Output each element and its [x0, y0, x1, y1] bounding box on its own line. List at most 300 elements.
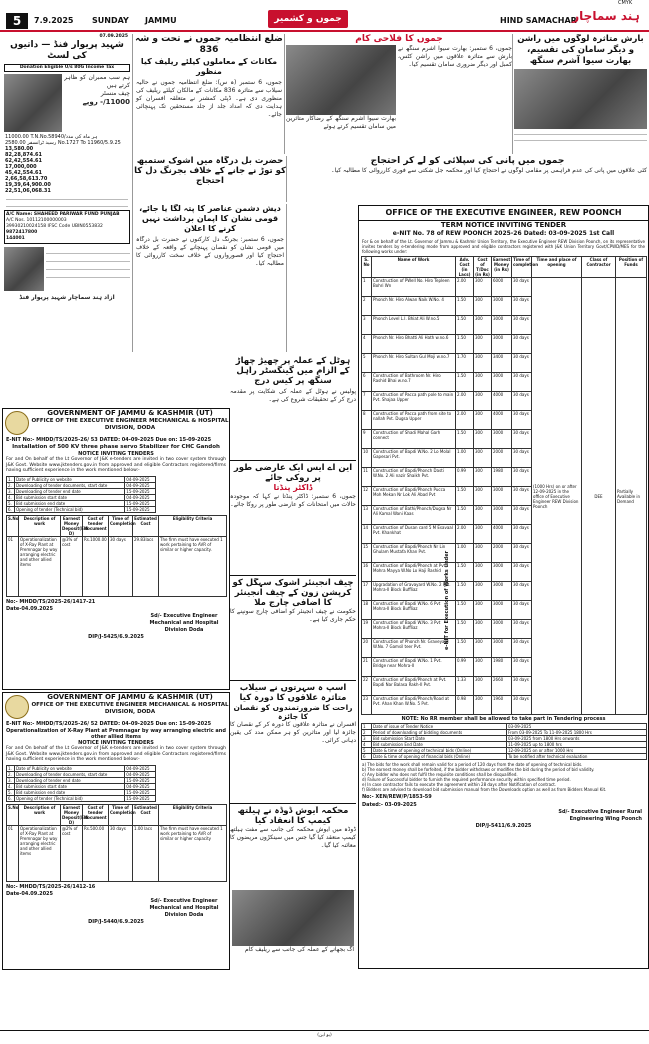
tender1-sign: Sd/- Executive Engineer Mechanical and Hospital Division Doda	[149, 612, 219, 633]
rew-schedule-cell: 1	[362, 724, 372, 730]
schedule-cell: 3.	[7, 488, 15, 494]
rew-cell: 1980	[492, 468, 512, 487]
rew-time-place: (1000 Hrs) on or after 12-09-2025 in the office of Executive Engineer REW Division Poonch	[532, 278, 582, 715]
rew-dip: DIP/J-5411/6.9.2025	[475, 823, 532, 829]
table-row	[7, 482, 156, 488]
rew-cell: 0.99	[456, 658, 474, 677]
water-body: کئی علاقوں میں پانی کی عدم فراہمی پر مقامی لوگوں نے احتجاج کیا اور محکمہ جل شکتی سے فوری کارروائی کا مطالبہ کیا۔	[331, 167, 647, 174]
schedule-cell: 2.	[7, 482, 15, 488]
rew-cell: Construction of Bapdi W.No. 6 Pvt Mohra-II Block Buffliaz	[372, 601, 456, 620]
table-row	[7, 771, 156, 777]
tender2-work-table	[6, 804, 227, 882]
donation-entry: 19,39,64,900.00	[5, 182, 51, 188]
rew-cell: 1.50	[456, 335, 474, 354]
rew-subtitle: TERM NOTICE INVITING TENDER	[440, 221, 567, 229]
honey-body: پولیس نے ہوٹل کے عملہ کی شکایت پر مقدمہ درج کر کے تحقیقات شروع کی ہے۔	[230, 388, 356, 403]
tender1-schedule	[6, 476, 156, 513]
tender2-notice: NOTICE INVITING TENDERS	[78, 740, 154, 746]
rew-note: NOTE: No RR member shall be allowed to take part in Tendering process	[401, 716, 606, 722]
fire-photo	[232, 890, 354, 946]
donation-amount-words: 11000/- روپے	[82, 98, 130, 106]
masthead-date: 7.9.2025	[34, 16, 74, 25]
sewa-subhead: بارش متاثرہ لوگوں میں راشن و دیگر سامان کی تقسیم، بھارت سیوا آشرم سنگھ	[517, 34, 644, 66]
rew-cell: 2000	[492, 449, 512, 468]
ashok-story-head	[134, 156, 287, 202]
rew-cell: 6	[362, 373, 372, 392]
donation-headline: شہید پریوار فنڈ — داتیوں کی لسٹ	[10, 40, 124, 61]
rew-schedule-cell: Date of issue of Tender Notice	[372, 724, 507, 730]
rew-cell: 30 days	[512, 354, 532, 373]
rew-works-table	[361, 256, 647, 715]
tender2-date: Date-04.09.2025	[6, 890, 54, 897]
rew-class: DEE	[582, 278, 616, 715]
rew-cell: 300	[474, 677, 492, 696]
rew-cell: Upgradation of Gravayard W.No. 2 Pvt. Mohra-II Block Buffliaz	[372, 582, 456, 601]
rew-cell: 30 days	[512, 392, 532, 411]
section-band: جموں و کشمیر	[268, 10, 348, 28]
rew-cell: 300	[474, 563, 492, 582]
rew-cell: Construction of Phonch Nr. Graveyard W.No. 7 Gamsil teer Pvt.	[372, 639, 456, 658]
rew-cell: 2660	[492, 677, 512, 696]
work-cell: 1.00 lacs	[133, 825, 159, 881]
rew-cell: 4000	[492, 411, 512, 430]
sewa-story	[286, 34, 513, 154]
donation-date: 07.09.2025	[99, 34, 128, 39]
flood-subhead: راحت کا ضرورتمندوں کو نقصان کا جائزہ	[233, 703, 353, 721]
rew-cell: 300	[474, 696, 492, 715]
rew-col-header: S. No	[362, 257, 372, 278]
rew-col-header: Time and place of opening	[532, 257, 582, 278]
rew-cell: 30 days	[512, 411, 532, 430]
schedule-cell: 04-09-2025	[125, 771, 156, 777]
rew-cell: 23	[362, 696, 372, 715]
table-row	[362, 278, 647, 297]
doda-tender-1	[2, 408, 230, 690]
rew-cell: 1.50	[456, 601, 474, 620]
rew-cell: Construction of Bapdi/Phonch at Pvt. Bapdi Nar Balasa Rakh-II Pvt.	[372, 677, 456, 696]
schedule-cell: Downloading of tender documents, start date	[14, 482, 124, 488]
bottom-slug: (یو این)	[317, 1033, 332, 1038]
rew-cell: 2	[362, 297, 372, 316]
rew-cell: Construction of Bapdi/Phonch at Pvt Mohra Mayya W.No Lo Haji Rashid	[372, 563, 456, 582]
rew-cell: 1.70	[456, 354, 474, 373]
tender1-work-table	[6, 515, 227, 597]
rew-cell: 2.00	[456, 411, 474, 430]
schedule-cell: Bid submission end date	[14, 789, 124, 795]
rew-enit: e-NIT No. 78 of REW POONCH 2025-26 Dated: 03-09-2025 1st Call	[392, 230, 615, 237]
ashok-story	[134, 204, 287, 352]
rew-cell: 300	[474, 373, 492, 392]
tender2-work: Operationalization of X-Ray Plant at Premnagar by way arranging electric and other allied items	[6, 728, 226, 740]
emblem-icon	[5, 411, 29, 435]
rew-cell: Construction of PWell No. Hiro Tepleen Bohri Wn	[372, 278, 456, 297]
rew-cell: 300	[474, 658, 492, 677]
rew-cell: 8	[362, 411, 372, 430]
tender1-work: Installation of 500 KV three phase servo Stabilizer for CHC Gandoh	[12, 444, 220, 450]
schedule-cell: 15-09-2025	[125, 506, 156, 512]
rew-cell: 21	[362, 658, 372, 677]
rew-cell: 30 days	[512, 506, 532, 525]
rew-cell: 17	[362, 582, 372, 601]
rew-cell: 300	[474, 297, 492, 316]
schedule-cell: Bid submission start date	[14, 783, 124, 789]
rew-cell: 2.00	[456, 525, 474, 544]
table-row	[7, 795, 156, 801]
work-col-header: Description of work	[19, 804, 61, 825]
work-col-header: Cost of tender document	[83, 515, 109, 536]
rew-cell: 30 days	[512, 373, 532, 392]
tender1-date: Date-04.09.2025	[6, 605, 54, 612]
tender1-no: No:- MHDD/TS/2025-26/1417-21	[6, 598, 96, 605]
work-cell: The firm must have executed 1 work pertaining to AVR of similar or higher capacity	[159, 825, 227, 881]
work-col-header: Eligibility Criteria	[159, 804, 227, 825]
donor-caption: چیف منسٹر	[100, 90, 130, 97]
rew-cell: 30 days	[512, 525, 532, 544]
rew-cell: 30 days	[512, 297, 532, 316]
rew-sidebar-label: e-NIT for Execution of Works under	[444, 550, 450, 650]
rew-cell: 300	[474, 620, 492, 639]
rew-cell: 1.50	[456, 430, 474, 449]
rew-cell: 0.98	[456, 696, 474, 715]
work-cell: The firm must have executed 1 work pertaining to AVR of similar or higher capacity.	[159, 536, 227, 596]
page-number: 5	[6, 13, 28, 29]
schedule-cell: Downloading of tender documents, start date	[14, 771, 124, 777]
rew-condition: b) The earnest money shall be forfeited, if the bidder withdraws or modifies the bid during the period of bid validity.	[362, 767, 595, 772]
donor-photo	[4, 74, 62, 132]
rew-cell: 1.50	[456, 297, 474, 316]
tender2-dip: DIP/J-5440/6.9.2025	[88, 918, 144, 925]
schedule-cell: 6.	[7, 506, 15, 512]
rew-cell: 16	[362, 563, 372, 582]
chief-body: حکومت نے چیف انجینئر کو اضافی چارج سونپنے کا حکم جاری کیا ہے۔	[230, 608, 356, 623]
rew-cell: Construction of Dusan card 5 M Esavaal Pvt. Khankhat	[372, 525, 456, 544]
rew-cell: 300	[474, 411, 492, 430]
rew-cell: Construction of Bapdi W.No. 2 Lo Molal Gapesari Pvt.	[372, 449, 456, 468]
work-cell: 30 days	[109, 536, 133, 596]
tender2-office: OFFICE OF THE EXECUTIVE ENGINEER MECHANICAL & HOSPITAL DIVISION, DODA	[31, 702, 229, 715]
rew-schedule-cell: Date & time of opening of financial bids (Online)	[372, 754, 507, 760]
rew-cell: Phonch Nr. Hiro Alwan Naik W.No. 4	[372, 297, 456, 316]
ayush-body: ڈوڈہ میں آیوش محکمہ کی جانب سے مفت ہیلتھ کیمپ منعقد کیا گیا جس میں سینکڑوں مریضوں کا معائنہ کیا گیا۔	[230, 826, 356, 849]
donor-photo-2	[4, 247, 44, 291]
rew-schedule-cell: 3	[362, 736, 372, 742]
tender2-enit: E-NIT No:- MHDD/TS/2025-26/ 52 DATED: 04-09-2025 Due on: 15-09-2025	[6, 721, 212, 727]
bank-account-number: A/C Nos. 10112100000003	[6, 218, 67, 223]
schedule-cell: 15-09-2025	[125, 488, 156, 494]
sewa-headline: جموں کا فلاحی کام	[355, 34, 443, 44]
table-row	[7, 506, 156, 512]
schedule-cell: 04-09-2025	[125, 765, 156, 771]
rew-cell: 30 days	[512, 487, 532, 506]
rew-schedule-cell: 12-09-2025 on or after 1000 Hrs	[507, 748, 647, 754]
work-col-header: Eligibility Criteria	[159, 515, 227, 536]
water-headline: جموں میں پانی کی سپلائی کو لے کر احتجاج	[370, 156, 565, 166]
schedule-cell: Opening of tender (Technical bid)	[14, 506, 124, 512]
relief-body: جموں، 6 ستمبر (ہ س): ضلع انتظامیہ جموں نے حالیہ سیلاب سے متاثرہ 836 مکانات کے مالکان کیلئے ریلیف کی منظوری دی ہے۔ ڈپٹی کمشنر نے متعلقہ افسران کو ہدایت دی کہ امداد جلد از جلد مستحقین تک پہنچائی جائے۔	[136, 79, 282, 118]
rew-schedule-cell: 03-09-2025 from 1800 Hrs onwards	[507, 736, 647, 742]
ainak-body: جموں، 6 ستمبر: ڈاکٹر پنڈتا نے کہا کہ موجودہ حالات میں امتحانات کو عارضی طور پر روکا جائے۔	[230, 493, 356, 508]
rew-cell: 300	[474, 639, 492, 658]
honey-headline: ہوٹل کے عملہ پر چھیڑ چھاڑ کے الزام میں گینگسٹر راہل سنگھ پر کیس درج	[235, 356, 351, 386]
ayush-headline: محکمہ آیوش ڈوڈہ نے ہیلتھ کیمپ کا انعقاد کیا	[237, 806, 349, 826]
rew-cell: 30 days	[512, 468, 532, 487]
schedule-cell: Bid submission end date	[14, 500, 124, 506]
donation-entry: 17,000,000	[5, 164, 37, 170]
rew-col-header: Class of Contractor	[582, 257, 616, 278]
rew-cell: 1.50	[456, 373, 474, 392]
fire-caption: آگ بجھانے کے عملہ کی جانب سے ریلیف کام	[244, 946, 354, 953]
rew-condition: e) In case contractor fails to execute the agreement within 28 days after Notification of contract.	[362, 782, 557, 787]
rew-cell: 3000	[492, 563, 512, 582]
rew-cell: 300	[474, 525, 492, 544]
rew-cell: 3000	[492, 639, 512, 658]
rew-cell: Construction of Pacca path pole to main Pvt. Shajaa Upper	[372, 392, 456, 411]
rew-cell: Construction of Bapdi/Phonch Nr Lin Ghulam Mustafa Khan Pvt.	[372, 544, 456, 563]
tender1-dip: DIP/J-5425/6.9.2025	[88, 633, 144, 640]
donation-entry: 22,51,06,068.31	[5, 188, 51, 194]
chief-headline: چیف انجینئر اشوک سہگل کو کرپشن زون کے چیف انجینئر کا اضافی چارج ملا	[232, 578, 354, 608]
cmyk-mark: CMYK	[618, 0, 633, 6]
rew-schedule-cell: Bid submission Start Date	[372, 736, 507, 742]
rew-cell: 300	[474, 544, 492, 563]
relief-headline: ضلع انتظامیہ جموں نے تحت و شہ 836	[135, 34, 283, 55]
rew-cell: 30 days	[512, 658, 532, 677]
rew-cell: 19	[362, 620, 372, 639]
emblem-icon	[5, 695, 29, 719]
rew-cell: 4	[362, 335, 372, 354]
rew-cell: 3000	[492, 582, 512, 601]
rew-cell: Construction of Pacca path from site to nallah Pvt. Dugsa Upper	[372, 411, 456, 430]
masthead-day: SUNDAY	[92, 16, 129, 25]
rew-cell: Phonch Level L.I. Bhiat Ali W.no.5	[372, 316, 456, 335]
rew-schedule-cell: 4	[362, 742, 372, 748]
rew-cell: 10	[362, 449, 372, 468]
rew-funds: Partially Available in Demand	[616, 278, 647, 715]
rew-tender	[358, 205, 649, 969]
rew-cell: 13	[362, 506, 372, 525]
rew-cell: 9	[362, 430, 372, 449]
rew-cell: 30 days	[512, 430, 532, 449]
tender2-no: No:- MHDD/TS/2025-26/1412-16	[6, 883, 96, 890]
rew-cell: Construction of Shadi Mahal Garh connect	[372, 430, 456, 449]
work-col-header: Time of Completion	[109, 515, 133, 536]
rew-sign: Sd/- Executive Engineer Rural Engineering Wing Poonch	[558, 809, 642, 822]
schedule-cell: 04-09-2025	[125, 482, 156, 488]
rew-cell: 1.50	[456, 620, 474, 639]
schedule-cell: 04-09-2025	[125, 476, 156, 482]
schedule-cell: 6.	[7, 795, 15, 801]
rew-cell: 20	[362, 639, 372, 658]
rew-cell: 300	[474, 354, 492, 373]
tender2-gov: GOVERNMENT OF JAMMU & KASHMIR (UT)	[47, 693, 213, 701]
rew-cell: 1.33	[456, 677, 474, 696]
rew-cell: 6000	[492, 278, 512, 297]
rew-cell: 3000	[492, 297, 512, 316]
rew-cell: 30 days	[512, 677, 532, 696]
rew-cell: 1.00	[456, 449, 474, 468]
donation-entry: 13,580.00	[5, 146, 34, 152]
work-col-header: S.No	[7, 515, 19, 536]
donation-intro: ہم سب ممبران کو ظاہر کرتے ہیں	[64, 74, 130, 89]
tender1-notice: NOTICE INVITING TENDERS	[78, 451, 154, 457]
rew-cell: 3000	[492, 430, 512, 449]
rew-cell: 1960	[492, 696, 512, 715]
rew-cell: 300	[474, 601, 492, 620]
rew-condition: a) The bids for the work shall remain valid for a period of 120 days from the date of opening of technical bids.	[362, 762, 583, 767]
work-cell: 29.83lacs	[133, 536, 159, 596]
work-col-header: Estimated Cost	[133, 804, 159, 825]
rew-cell: 3000	[492, 620, 512, 639]
upi-number: 9872417800	[6, 230, 38, 235]
rew-schedule-cell: Date & time of opening of technical bids (Online)	[372, 748, 507, 754]
rew-cell: 22	[362, 677, 372, 696]
rew-col-header: Position of Funds	[616, 257, 647, 278]
rew-cell: 3000	[492, 335, 512, 354]
schedule-cell: 04-09-2025	[125, 783, 156, 789]
work-cell: 30 days	[109, 825, 133, 881]
rew-cell: 4000	[492, 525, 512, 544]
sewa-body: جموں، 6 ستمبر: بھارت سیوا آشرم سنگھ نے بارش سے متاثرہ علاقوں میں راشن کٹس، کمبل اور دیگر ضروری سامان تقسیم کیا۔	[398, 45, 512, 68]
bank-ifsc: 39930210024158 IFSC Code UBIN0553832	[6, 224, 103, 229]
masthead-city: JAMMU	[145, 16, 177, 25]
rew-cell: 300	[474, 449, 492, 468]
ainak-subhead: ڈاکٹر پنڈتا	[273, 483, 313, 492]
schedule-cell: 5.	[7, 500, 15, 506]
rew-cell: 300	[474, 468, 492, 487]
rew-cell: 11	[362, 468, 372, 487]
rew-cell: 15	[362, 544, 372, 563]
donation-entry: 11000.00 T.N.No.58940/ہر ماہ کی مدد	[5, 134, 98, 140]
rew-cell: 300	[474, 487, 492, 506]
rew-schedule-cell: Period of downloading of bidding documents	[372, 730, 507, 736]
rew-cell: 2.00	[456, 278, 474, 297]
rew-cell: 2.00	[456, 392, 474, 411]
rew-cell: 3	[362, 316, 372, 335]
rew-cell: 30 days	[512, 601, 532, 620]
rew-dated: Dated:- 03-09-2025	[362, 802, 417, 808]
donation-entry: 62,42,554.61	[5, 158, 43, 164]
rew-schedule-table	[361, 723, 647, 760]
rew-col-header: Name of Work	[372, 257, 456, 278]
water-story	[288, 156, 647, 200]
rew-schedule-cell: 11-09-2025 up to 1800 hrs	[507, 742, 647, 748]
schedule-cell: 15-09-2025	[125, 777, 156, 783]
schedule-cell: 5.	[7, 789, 15, 795]
rew-schedule-cell: 2	[362, 730, 372, 736]
work-cell: Operationalization of X-Ray Plant at Premnagar by way arranging electric and other allied items	[19, 536, 61, 596]
rew-cell: 30 days	[512, 639, 532, 658]
rew-cell: 4000	[492, 392, 512, 411]
work-cell: @2% of cost	[61, 825, 83, 881]
schedule-cell: Downloading of tender end date	[14, 488, 124, 494]
rew-cell: 30 days	[512, 449, 532, 468]
work-col-header: Cost of tender document	[83, 804, 109, 825]
schedule-cell: 04-09-2025	[125, 494, 156, 500]
rew-cell: 1.00	[456, 544, 474, 563]
rew-schedule-cell: 03-09-2025	[507, 724, 647, 730]
work-col-header: Description of work	[19, 515, 61, 536]
relief-distribution-photo	[514, 69, 647, 129]
rew-cell: 300	[474, 316, 492, 335]
rew-cell: 12	[362, 487, 372, 506]
rew-cell: 1.50	[456, 487, 474, 506]
sewa-photo-caption: بھارت سیوا آشرم سنگھ کے رضاکار متاثرین میں سامان تقسیم کرتے ہوئے	[286, 115, 396, 130]
rew-cell: 1	[362, 278, 372, 297]
rew-cell: 5	[362, 354, 372, 373]
ashok-headline: حضرت بل درگاہ میں اشوک ستمبھ کو توڑ نے جانے کے خلاف بجرنگ دل کا احتجاج	[134, 156, 286, 186]
middle-column	[230, 356, 356, 966]
rew-col-header: Adv. Cost (in Lacs)	[456, 257, 474, 278]
flood-body: افسران نے متاثرہ علاقوں کا دورہ کر کے نقصان کا جائزہ لیا اور متاثرین کو ہر ممکن مدد کی یقین دہانی کرائی۔	[230, 721, 356, 744]
donation-entry: 82,28,874.61	[5, 152, 43, 158]
rew-condition: f) Bidders are advised to download bid submission manual from the Downloads option as well as from Bidders Manual Kit.	[362, 787, 607, 792]
rew-title: OFFICE OF THE EXECUTIVE ENGINEER, REW POONCH	[359, 206, 648, 221]
rew-col-header: Time of completion	[512, 257, 532, 278]
rew-schedule-cell: 5	[362, 748, 372, 754]
rew-cell: Construction of Bathroom Nr. Hiro Rashid Bhai w.no.7	[372, 373, 456, 392]
bank-account-name: A/C Name: SHAHEED PARIWAR FUND PUNJAB	[6, 212, 120, 217]
donation-column	[2, 34, 133, 352]
rew-cell: 1.50	[456, 639, 474, 658]
rew-cell: 300	[474, 392, 492, 411]
schedule-cell: 4.	[7, 783, 15, 789]
fire-photo-block	[232, 890, 354, 960]
sewa-lead	[514, 34, 647, 154]
schedule-cell: Date of Publicity on website	[14, 765, 124, 771]
rew-cell: Construction of Bathi/Phonch/Dugsa Nr Ali Kamal Wani Kaas	[372, 506, 456, 525]
schedule-cell: 4.	[7, 494, 15, 500]
rew-cell: 300	[474, 506, 492, 525]
rew-cell: 30 days	[512, 696, 532, 715]
work-col-header: Earnest Money Deposit(EM D)	[62, 804, 88, 825]
rew-cell: Construction of Bapdi/Phonch/Road at Pvt. Ahan Khan W.No. 5 Pvt.	[372, 696, 456, 715]
relief-subhead: مکانات کے معاملوں کیلئے ریلیف کیا منظور	[140, 57, 278, 76]
rew-condition: c) Any bidder who does not fulfil the requisite conditions shall be disqualified.	[362, 772, 518, 777]
rew-cell: 18	[362, 601, 372, 620]
tender1-enit: E-NIT No:- MHDD/TS/2025-26/ 53 DATED: 04-09-2025 Due on: 15-09-2025	[6, 437, 212, 443]
schedule-cell: 1.	[7, 765, 15, 771]
rew-cell: 300	[474, 430, 492, 449]
schedule-cell: 1.	[7, 476, 15, 482]
rew-cell: 30 days	[512, 563, 532, 582]
paper-logo: ہند سماچار	[572, 9, 640, 23]
rew-condition: d) Failure of Successful bidder to furnish the required performance security within specified time period.	[362, 777, 571, 782]
rew-cell: Construction of Bapdi W.No. 3 Pvt Mohra-II Block Buffliaz	[372, 620, 456, 639]
rew-cell: 300	[474, 335, 492, 354]
rew-cell: 14	[362, 525, 372, 544]
rew-cell: Phonch Nr. Hiro Sultan Gul Moji w.no.7	[372, 354, 456, 373]
rew-intro: For & on behalf of the Lt. Governor of Jammu & Kashmir Union Territory, the Executive Engineer REW Division Poonch, on its representative invites tenders by e-tendering mode from approved and eligible contractors registered with J&K Union Territory Govt/CPWD/MES for the following works under:	[362, 239, 645, 254]
work-cell: 01	[7, 825, 19, 881]
rew-cell: 30 days	[512, 278, 532, 297]
rew-col-header: Cost of T/Doc (in Rs)	[475, 257, 490, 277]
rew-cell: 3000	[492, 316, 512, 335]
schedule-cell: Opening of tender (Technical bid)	[14, 795, 124, 801]
rew-cell: 30 days	[512, 544, 532, 563]
work-cell: 01	[7, 536, 19, 596]
work-col-header: S.No	[7, 804, 19, 825]
rew-cell: 3400	[492, 354, 512, 373]
rew-cell: 3000	[492, 373, 512, 392]
rew-no: No:- XEN/REW/P/1853-59	[362, 794, 432, 800]
rew-cell: 7	[362, 392, 372, 411]
schedule-cell: 3.	[7, 777, 15, 783]
ashok-body: جموں، 6 ستمبر: بجرنگ دل کارکنوں نے حضرت بل درگاہ میں قومی نشان کو نقصان پہنچانے کے واقعہ کے خلاف احتجاج کیا اور قصورواروں کے خلاف سخت کارروائی کا مطالبہ کیا۔	[136, 236, 284, 267]
tender2-intro: For and On behalf of the Lt Governor of J&K e-tenders are invited in two cover system through J&K Govt. Website www.jktenders.gov.in from approved and eligible Contractors registered/firms having sufficient experience in the work mentioned below:-	[6, 746, 226, 762]
rew-cell: Construction of Bapdi W.No. 1 Pvt. Bridge near Mohra-II	[372, 658, 456, 677]
rew-schedule-cell: Bid submission End Date	[372, 742, 507, 748]
footer-strip	[0, 1030, 649, 1044]
